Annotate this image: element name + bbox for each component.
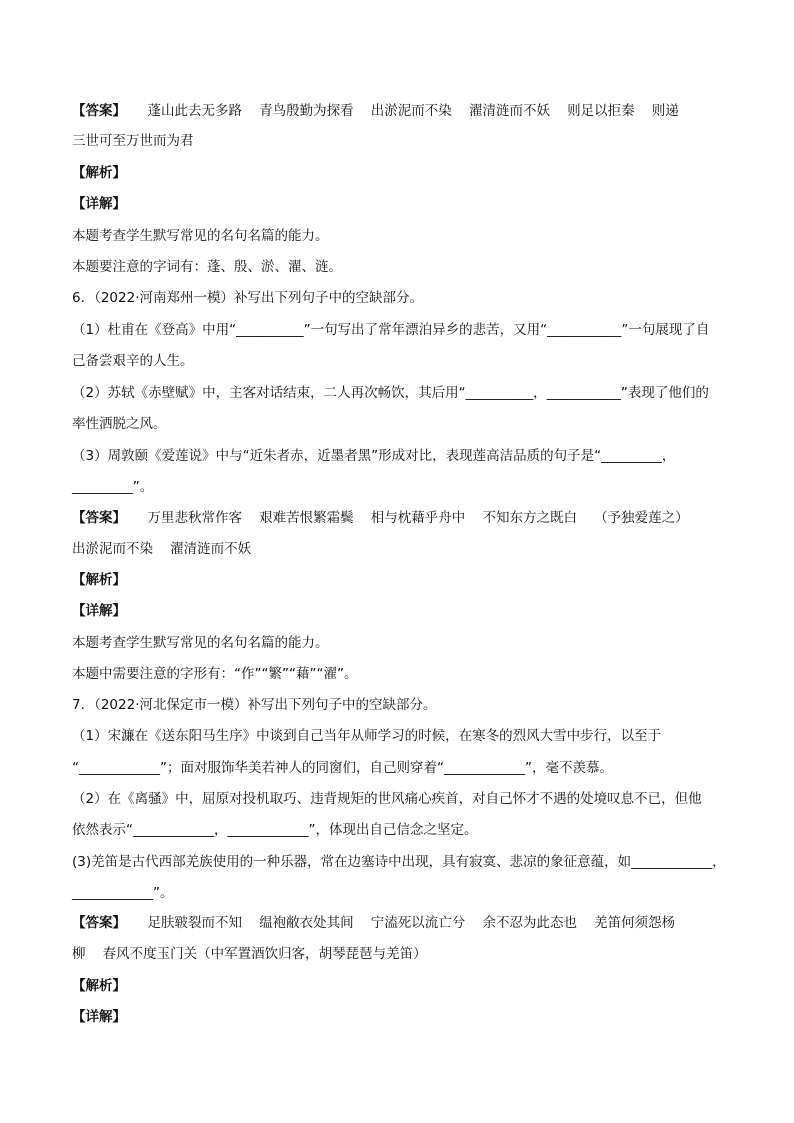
question-7-part2b: 依然表示“____________，____________”，体现出自己信念之坚定。 xyxy=(72,822,478,838)
detail-text-5b: 本题要注意的字词有：蓬、殷、淤、濯、涟。 xyxy=(72,259,342,275)
question-7-part3a: (3)羌笛是古代西部羌族使用的一种乐器，常在边塞诗中出现，具有寂寞、悲凉的象征意蕴，如____________， xyxy=(72,854,726,870)
detail-heading-7: 【详解】 xyxy=(72,1009,126,1025)
question-6-part1a: （1）杜甫在《登高》中用“__________”一句写出了常年漂泊异乡的悲苦，又用“___________”一句展现了自 xyxy=(72,322,710,338)
analysis-heading-5: 【解析】 xyxy=(72,165,126,181)
detail-text-6a: 本题考查学生默写常见的名句名篇的能力。 xyxy=(72,635,329,651)
question-6-part2a: （2）苏轼《赤壁赋》中，主客对话结束，二人再次畅饮，其后用“__________，___________”表现了他们的 xyxy=(72,385,709,401)
question-6-part3b: _________”。 xyxy=(72,479,154,495)
question-6-part2b: 率性洒脱之风。 xyxy=(72,416,167,432)
answer-line-7b: 柳 春风不度玉门关（中军置酒饮归客，胡琴琵琶与羌笛） xyxy=(72,946,427,962)
answer-line-6a: 【答案】 万里悲秋常作客 艰难苦恨繁霜鬓 相与枕藉乎舟中 不知东方之既白 （予独爱莲之） xyxy=(72,510,689,526)
question-7-title: 7．（2022·河北保定市一模）补写出下列句子中的空缺部分。 xyxy=(72,697,437,713)
analysis-heading-7: 【解析】 xyxy=(72,978,126,994)
question-7-part1a: （1）宋濂在《送东阳马生序》中谈到自己当年从师学习的时候，在寒冬的烈风大雪中步行，以至于 xyxy=(72,728,662,744)
question-6-part1b: 己备尝艰辛的人生。 xyxy=(72,353,194,369)
answer-line-5b: 三世可至万世而为君 xyxy=(72,133,194,149)
detail-heading-6: 【详解】 xyxy=(72,603,126,619)
answer-line-6b: 出淤泥而不染 濯清涟而不妖 xyxy=(72,541,252,557)
question-7-part2a: （2）在《离骚》中，屈原对投机取巧、违背规矩的世风痛心疾首，对自己怀才不遇的处境叹息不已，但他 xyxy=(72,791,702,807)
detail-heading-5: 【详解】 xyxy=(72,196,126,212)
question-7-part1b: “____________”；面对服饰华美若神人的同窗们，自己则穿着“____________”，毫不羡慕。 xyxy=(72,760,613,776)
question-6-part3a: （3）周敦颐《爱莲说》中与“近朱者赤，近墨者黑”形成对比，表现莲高洁品质的句子是“_________， xyxy=(72,448,676,464)
question-7-part3b: ____________”。 xyxy=(72,885,174,901)
answer-line-7a: 【答案】 足肤皲裂而不知 缊袍敝衣处其间 宁溘死以流亡兮 余不忍为此态也 羌笛何须怨杨 xyxy=(72,915,676,931)
answer-line-5a: 【答案】 蓬山此去无多路 青鸟殷勤为探看 出淤泥而不染 濯清涟而不妖 则足以拒秦 则递 xyxy=(72,103,679,119)
analysis-heading-6: 【解析】 xyxy=(72,572,126,588)
detail-text-5a: 本题考查学生默写常见的名句名篇的能力。 xyxy=(72,228,329,244)
question-6-title: 6．（2022·河南郑州一模）补写出下列句子中的空缺部分。 xyxy=(72,290,423,306)
detail-text-6b: 本题中需要注意的字形有：“作”“繁”“藉”“濯”。 xyxy=(72,666,358,682)
